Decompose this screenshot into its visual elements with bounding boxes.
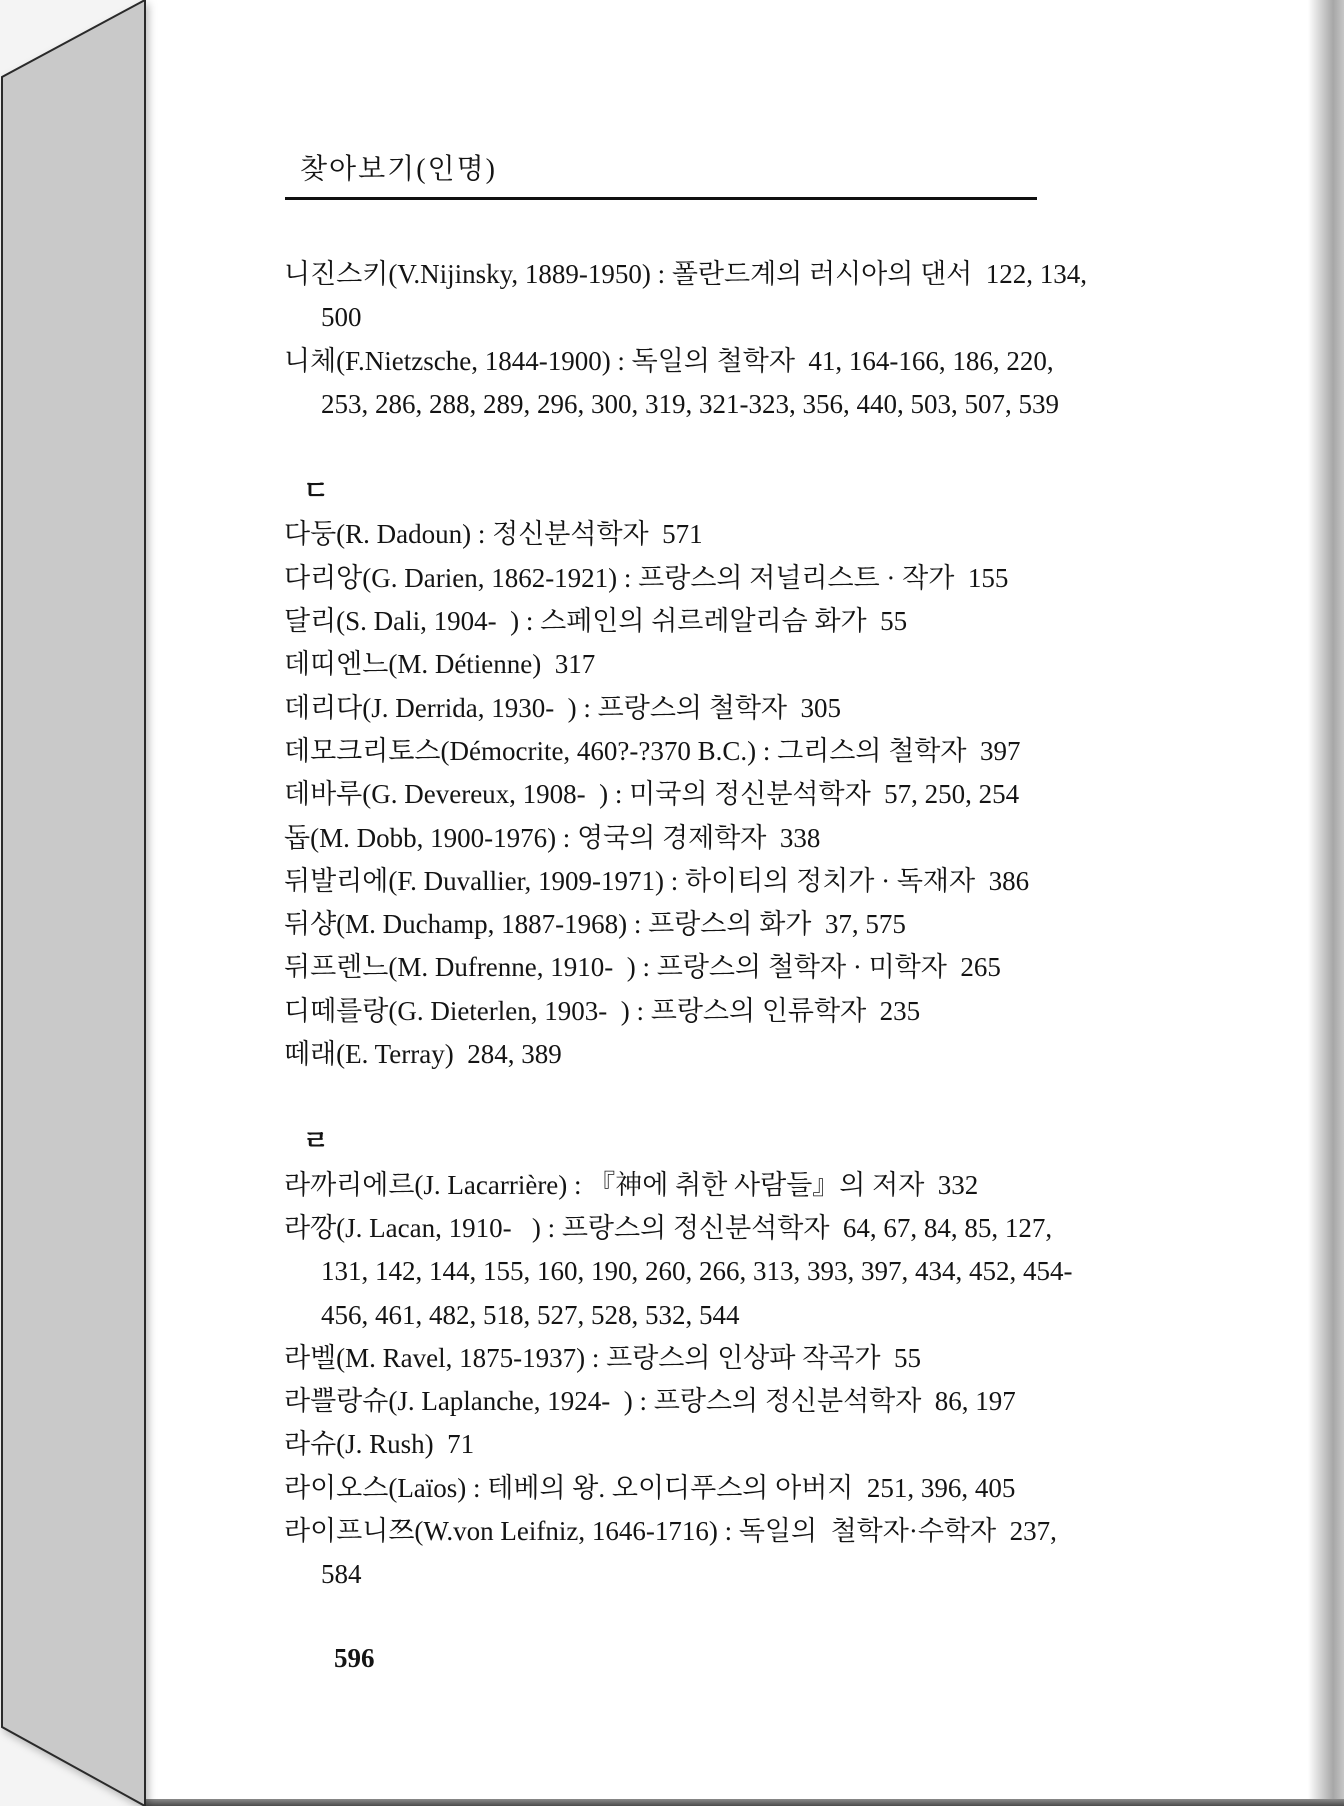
section-letter: ㄷ <box>303 476 331 507</box>
index-line: 131, 142, 144, 155, 160, 190, 260, 266, 313, 393, 397, 434, 452, 454- <box>321 1256 1073 1287</box>
index-line: 라이오스(Laïos) : 테베의 왕. 오이디푸스의 아버지 251, 396, 405 <box>284 1472 1016 1503</box>
index-line: 456, 461, 482, 518, 527, 528, 532, 544 <box>321 1299 740 1330</box>
index-line: 라깡(J. Lacan, 1910- ) : 프랑스의 정신분석학자 64, 67, 84, 85, 127, <box>284 1212 1053 1243</box>
index-line: 라까리에르(J. Lacarrière) : 『神에 취한 사람들』의 저자 332 <box>284 1169 979 1200</box>
section-letter: ㄹ <box>303 1126 331 1157</box>
index-line: 뒤샹(M. Duchamp, 1887-1968) : 프랑스의 화가 37, 575 <box>284 909 906 940</box>
index-line: 돕(M. Dobb, 1900-1976) : 영국의 경제학자 338 <box>284 822 821 853</box>
index-line: 다둥(R. Dadoun) : 정신분석학자 571 <box>284 519 703 550</box>
index-line: 니체(F.Nietzsche, 1844-1900) : 독일의 철학자 41, 164-166, 186, 220, <box>284 345 1054 376</box>
index-line: 뒤발리에(F. Duvallier, 1909-1971) : 하이티의 정치가 · 독재자 386 <box>284 865 1030 896</box>
index-line: 라슈(J. Rush) 71 <box>284 1429 475 1460</box>
index-line: 라이프니쯔(W.von Leifniz, 1646-1716) : 독일의 철학자·수학자 237, <box>284 1516 1057 1547</box>
index-line: 데띠엔느(M. Détienne) 317 <box>284 649 596 680</box>
index-line: 디떼를랑(G. Dieterlen, 1903- ) : 프랑스의 인류학자 235 <box>284 995 921 1026</box>
book-page-number: 596 <box>334 1643 375 1673</box>
index-line: 데리다(J. Derrida, 1930- ) : 프랑스의 철학자 305 <box>284 692 842 723</box>
book-edge-shape <box>2 0 145 1806</box>
index-line: 데모크리토스(Démocrite, 460?-?370 B.C.) : 그리스의 철학자 397 <box>284 735 1021 766</box>
index-line: 떼래(E. Terray) 284, 389 <box>284 1039 562 1070</box>
index-line: 500 <box>321 302 362 333</box>
page-title: 찾아보기(인명) <box>300 154 497 185</box>
index-line: 뒤프렌느(M. Dufrenne, 1910- ) : 프랑스의 철학자 · 미학자 265 <box>284 952 1001 983</box>
index-line: 다리앙(G. Darien, 1862-1921) : 프랑스의 저널리스트 · 작가 155 <box>284 562 1009 593</box>
index-line: 라벨(M. Ravel, 1875-1937) : 프랑스의 인상파 작곡가 55 <box>284 1342 921 1373</box>
index-line: 데바루(G. Devereux, 1908- ) : 미국의 정신분석학자 57, 250, 254 <box>284 779 1020 810</box>
index-line: 달리(S. Dali, 1904- ) : 스페인의 쉬르레알리슴 화가 55 <box>284 606 908 637</box>
index-line: 584 <box>321 1559 362 1590</box>
index-line: 253, 286, 288, 289, 296, 300, 319, 321-323, 356, 440, 503, 507, 539 <box>321 388 1059 419</box>
index-line: 라쁠랑슈(J. Laplanche, 1924- ) : 프랑스의 정신분석학자 86, 197 <box>284 1386 1016 1417</box>
index-line: 니진스키(V.Nijinsky, 1889-1950) : 폴란드계의 러시아의 댄서 122, 134, <box>284 259 1087 289</box>
